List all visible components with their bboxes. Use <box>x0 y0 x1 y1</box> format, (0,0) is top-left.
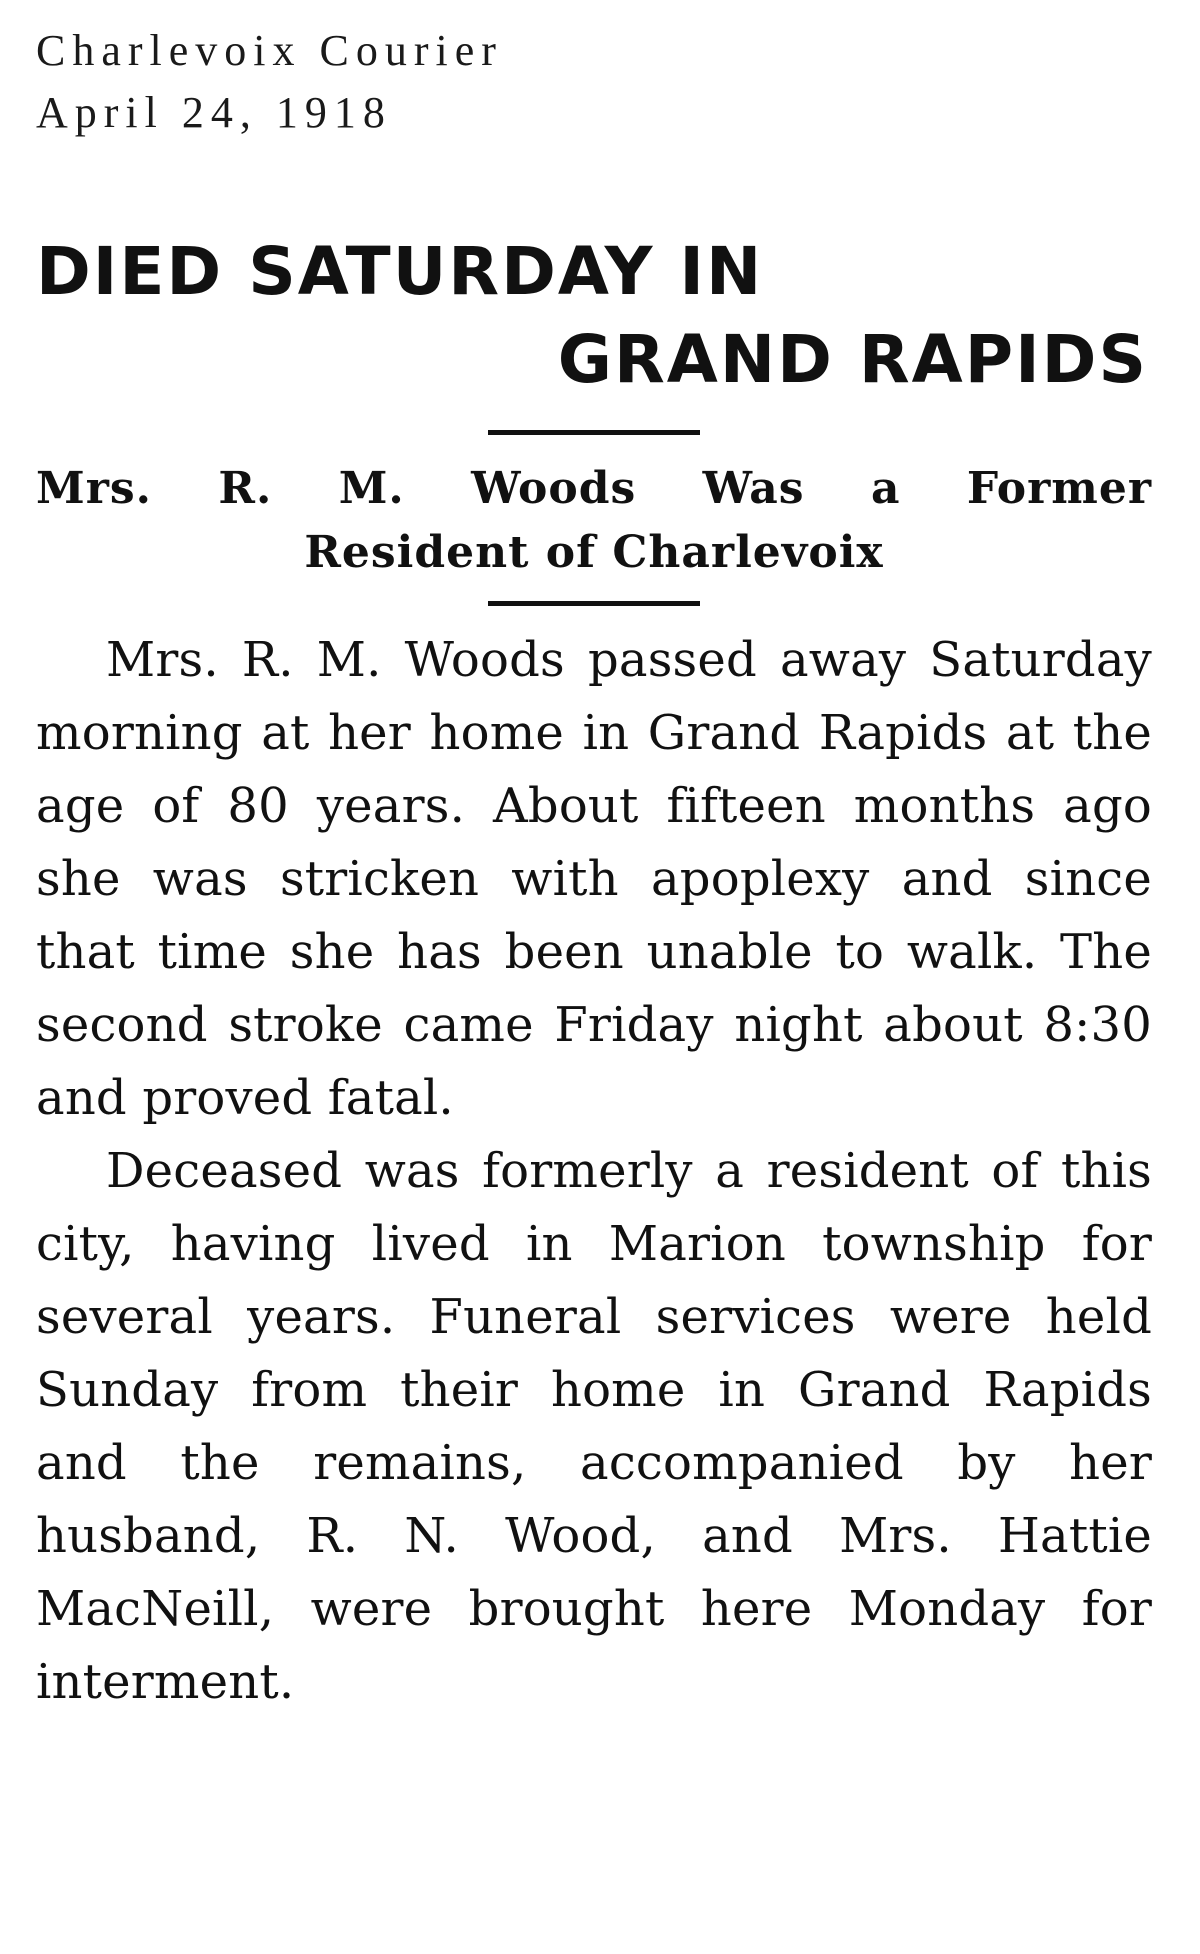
article-body <box>36 624 1152 1719</box>
headline-line-1: DIED SATURDAY IN <box>36 233 764 310</box>
publication-date: April 24, 1918 <box>36 88 392 137</box>
divider-rule-top <box>488 430 700 435</box>
article-paragraph-2: Deceased was formerly a resident of this city, having lived in Marion township for several years. Funeral services were held Sunday from their home in Grand Rapids and the remains, accompanied by her husband, R. N. Wood, and Mrs. Hattie MacNeill, were brought here Monday for interment. <box>36 1143 1152 1710</box>
headline <box>36 228 1152 404</box>
source-citation <box>36 20 503 144</box>
article-paragraph-1: Mrs. R. M. Woods passed away Saturday morning at her home in Grand Rapids at the age of 80 years. About fifteen months ago she was stricken with apoplexy and since that time she has been unable to walk. The second stroke came Friday night about 8:30 and proved fatal. <box>36 632 1152 1126</box>
publication-name: Charlevoix Courier <box>36 26 503 75</box>
subheadline-line-2: Resident of Charlevoix <box>304 527 884 578</box>
newspaper-clipping <box>36 228 1152 1719</box>
headline-line-2: GRAND RAPIDS <box>557 321 1148 398</box>
divider-rule-bottom <box>488 601 700 606</box>
subheadline <box>36 457 1152 585</box>
subheadline-line-1: Mrs. R. M. Woods Was a Former <box>36 463 1152 514</box>
